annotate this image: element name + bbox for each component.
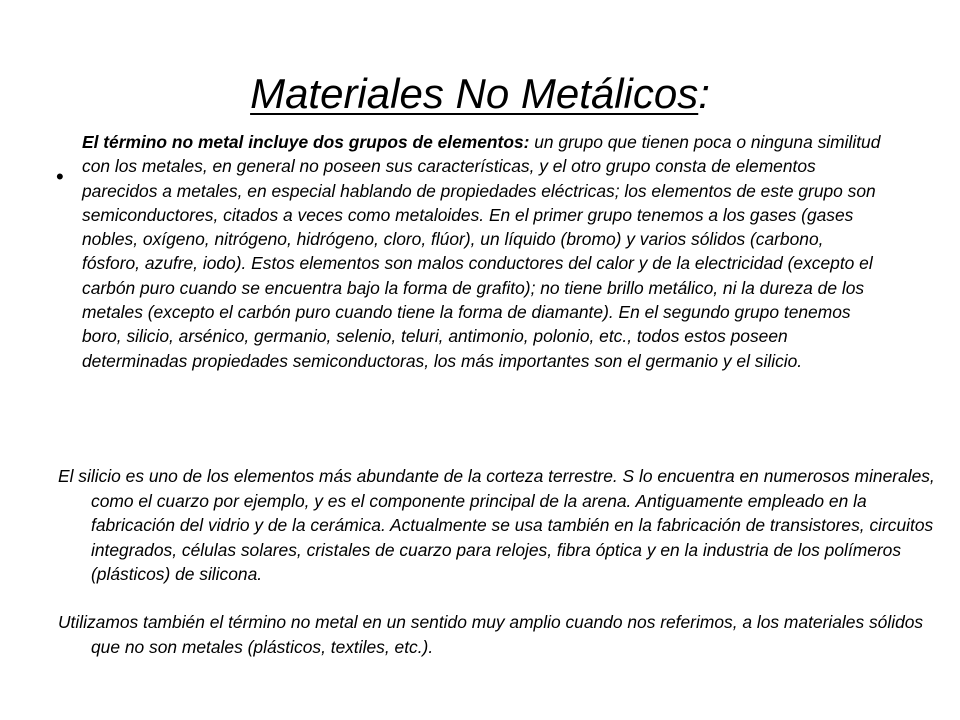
paragraph-silicio: El silicio es uno de los elementos más abundante de la corteza terrestre. S lo encuentra en numerosos minerales, como el cuarzo por ejemplo, y es el componente principal de la arena. Antiguamente empleado en la fabricación del vidrio y de la cerámica. Actualmente se usa también en la fabricación de transistores, circuitos integrados, células solares, cristales de cuarzo para relojes, fibra óptica y en la industria de los polímeros (plásticos) de silicona. [58, 466, 935, 584]
paragraph-no-metal: Utilizamos también el término no metal en un sentido muy amplio cuando nos referimos, a los materiales sólidos que no son metales (plásticos, textiles, etc.). [58, 612, 924, 657]
slide-title [0, 66, 960, 122]
slide-title-suffix: : [698, 70, 710, 117]
bullet-lead-text: El término no metal incluye dos grupos de elementos: [82, 132, 530, 152]
bullet-block [56, 130, 896, 373]
bullet-text [82, 130, 882, 373]
slide-title-main: Materiales No Metálicos [250, 70, 699, 117]
bullet-body-text: un grupo que tienen poca o ninguna similitud con los metales, en general no poseen sus características, y el otro grupo consta de elementos parecidos a metales, en especial hablando de propiedades eléctricas; los elementos de este grupo son semiconductores, citados a veces como metaloides. En el primer grupo tenemos a los gases (gases nobles, oxígeno, nitrógeno, hidrógeno, cloro, flúor), un líquido (bromo) y varios sólidos (carbono, fósforo, azufre, iodo). Estos elementos son malos conductores del calor y de la electricidad (excepto el carbón puro cuando se encuentra bajo la forma de grafito); no tiene brillo metálico, ni la dureza de los metales (excepto el carbón puro cuando tiene la forma de diamante). En el segundo grupo tenemos boro, silicio, arsénico, germanio, selenio, teluri, antimonio, polonio, etc., todos estos poseen determinadas propiedades semiconductoras, los más importantes son el germanio y el silicio. [82, 132, 881, 371]
bullet-dot-icon: • [56, 164, 64, 189]
